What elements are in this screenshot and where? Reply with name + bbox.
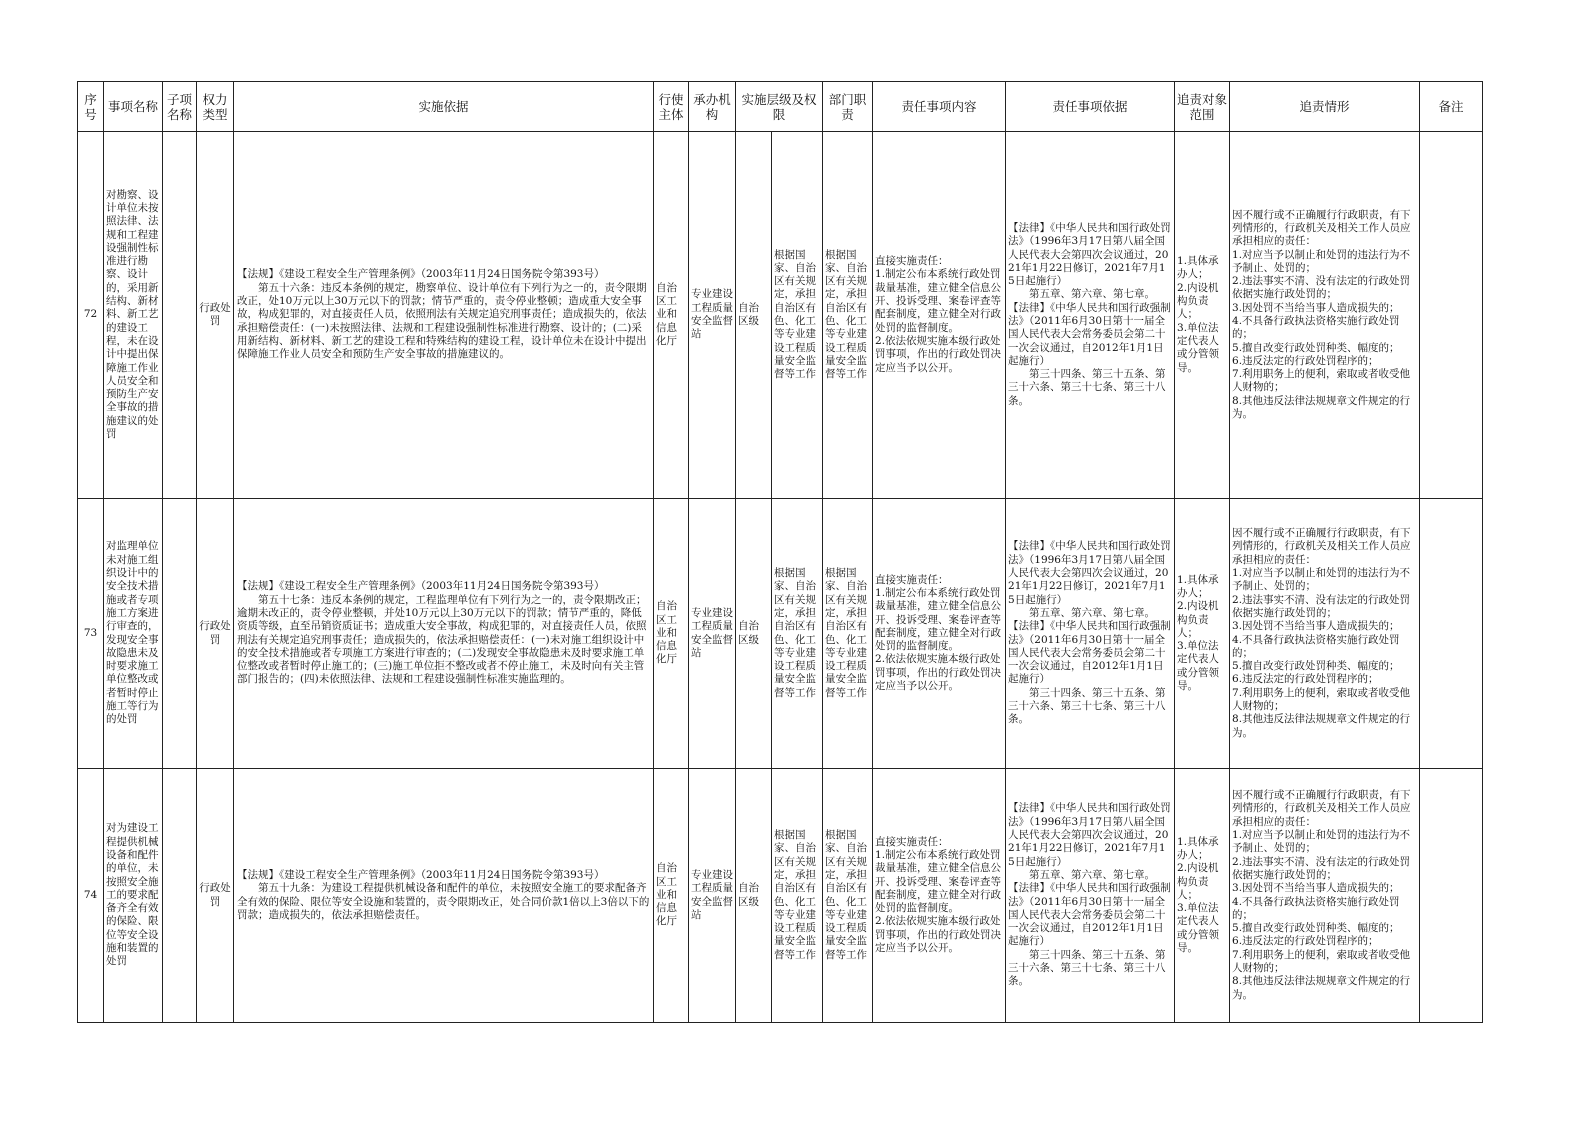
cell-basis: 【法规】《建设工程安全生产管理条例》（2003年11月24日国务院令第393号） 第五十六条：违反本条例的规定，勘察单位、设计单位有下列行为之一的，责令限期改正，处10万元以上30万元以下的罚款；情节严重的，责令停业整顿；造成重大安全事故，构成犯罪的，对直接责任人员，依照刑法有关规定追究刑事责任；造成损失的，依法承担赔偿责任：(一)未按照法律、法规和工程建设强制性标准进行勘察、设计的；(二)采用新结构、新材料、新工艺的建设工程和特殊结构的建设工程，设计单位未在设计中提出保障施工作业人员安全和预防生产安全事故的措施建议的。 (234, 132, 654, 499)
header-item-name: 事项名称 (104, 82, 163, 132)
cell-power-type: 行政处罚 (197, 769, 234, 1023)
cell-item-name: 对勘察、设计单位未按照法律、法规和工程建设强制性标准进行勘察、设计的，采用新结构、新材料、新工艺的建设工程，未在设计中提出保障施工作业人员安全和预防生产安全事故的措施建议的处罚 (104, 132, 163, 499)
cell-agency: 专业建设工程质量安全监督站 (689, 769, 736, 1023)
cell-situation: 因不履行或不正确履行行政职责，有下列情形的，行政机关及相关工作人员应承担相应的责任： 1.对应当予以制止和处罚的违法行为不予制止、处罚的； 2.违法事实不清、没有法定的行政处罚依据实施行政处罚的； 3.因处罚不当给当事人造成损失的； 4.不具备行政执法资格实施行政处罚的； 5.擅自改变行政处罚种类、幅度的； 6.违反法定的行政处罚程序的； 7.利用职务上的便利，索取或者收受他人财物的； 8.其他违反法律法规规章文件规定的行为。 (1230, 769, 1420, 1023)
cell-scope: 1.具体承办人； 2.内设机构负责人； 3.单位法定代表人或分管领导。 (1175, 499, 1230, 769)
cell-seq: 72 (78, 132, 104, 499)
header-subject: 行使主体 (654, 82, 689, 132)
cell-level: 自治区级 (736, 769, 772, 1023)
cell-resp-basis: 【法律】《中华人民共和国行政处罚法》（1996年3月17日第八届全国人民代表大会第四次会议通过，2021年1月22日修订，2021年7月15日起施行） 第五章、第六章、第七章。 【法律】《中华人民共和国行政强制法》（2011年6月30日第十一届全国人民代表大会常务委员会第二十一次会议通过，自2012年1月1日起施行） 第三十四条、第三十五条、第三十六条、第三十七条、第三十八条。 (1006, 769, 1175, 1023)
cell-seq: 73 (78, 499, 104, 769)
table-row (78, 769, 1483, 1023)
cell-sub-item (163, 499, 197, 769)
cell-agency: 专业建设工程质量安全监督站 (689, 499, 736, 769)
cell-subject: 自治区工业和信息化厅 (654, 499, 689, 769)
cell-situation: 因不履行或不正确履行行政职责，有下列情形的，行政机关及相关工作人员应承担相应的责任： 1.对应当予以制止和处罚的违法行为不予制止、处罚的； 2.违法事实不清、没有法定的行政处罚依据实施行政处罚的； 3.因处罚不当给当事人造成损失的； 4.不具备行政执法资格实施行政处罚的； 5.擅自改变行政处罚种类、幅度的； 6.违反法定的行政处罚程序的； 7.利用职务上的便利，索取或者收受他人财物的； 8.其他违反法律法规规章文件规定的行为。 (1230, 499, 1420, 769)
cell-resp-basis: 【法律】《中华人民共和国行政处罚法》（1996年3月17日第八届全国人民代表大会第四次会议通过，2021年1月22日修订，2021年7月15日起施行） 第五章、第六章、第七章。 【法律】《中华人民共和国行政强制法》（2011年6月30日第十一届全国人民代表大会常务委员会第二十一次会议通过，自2012年1月1日起施行） 第三十四条、第三十五条、第三十六条、第三十七条、第三十八条。 (1006, 499, 1175, 769)
cell-duty: 根据国家、自治区有关规定，承担自治区有色、化工等专业建设工程质量安全监督等工作 (823, 769, 873, 1023)
header-duty: 部门职责 (823, 82, 873, 132)
header-seq: 序号 (78, 82, 104, 132)
cell-seq: 74 (78, 769, 104, 1023)
header-scope: 追责对象范围 (1175, 82, 1230, 132)
header-sub-item: 子项名称 (163, 82, 197, 132)
header-situation: 追责情形 (1230, 82, 1420, 132)
header-resp-content: 责任事项内容 (873, 82, 1006, 132)
cell-resp-basis: 【法律】《中华人民共和国行政处罚法》（1996年3月17日第八届全国人民代表大会第四次会议通过，2021年1月22日修订，2021年7月15日起施行） 第五章、第六章、第七章。 【法律】《中华人民共和国行政强制法》（2011年6月30日第十一届全国人民代表大会常务委员会第二十一次会议通过，自2012年1月1日起施行） 第三十四条、第三十五条、第三十六条、第三十七条、第三十八条。 (1006, 132, 1175, 499)
cell-level: 自治区级 (736, 499, 772, 769)
header-power-type: 权力类型 (197, 82, 234, 132)
cell-remark (1420, 769, 1483, 1023)
cell-agency: 专业建设工程质量安全监督站 (689, 132, 736, 499)
cell-scope: 1.具体承办人； 2.内设机构负责人； 3.单位法定代表人或分管领导。 (1175, 769, 1230, 1023)
cell-remark (1420, 499, 1483, 769)
cell-remark (1420, 132, 1483, 499)
cell-item-name: 对为建设工程提供机械设备和配件的单位，未按照安全施工的要求配备齐全有效的保险、限位等安全设施和装置的处罚 (104, 769, 163, 1023)
cell-resp-content: 直接实施责任： 1.制定公布本系统行政处罚裁量基准，建立健全信息公开、投诉受理、案卷评查等配套制度，建立健全对行政处罚的监督制度。 2.依法依规实施本级行政处罚事项，作出的行政处罚决定应当予以公开。 (873, 769, 1006, 1023)
header-resp-basis: 责任事项依据 (1006, 82, 1175, 132)
authority-table (77, 81, 1483, 1023)
cell-resp-content: 直接实施责任： 1.制定公布本系统行政处罚裁量基准，建立健全信息公开、投诉受理、案卷评查等配套制度，建立健全对行政处罚的监督制度。 2.依法依规实施本级行政处罚事项，作出的行政处罚决定应当予以公开。 (873, 132, 1006, 499)
header-basis: 实施依据 (234, 82, 654, 132)
cell-item-name: 对监理单位未对施工组织设计中的安全技术措施或者专项施工方案进行审查的，发现安全事故隐患未及时要求施工单位整改或者暂时停止施工等行为的处罚 (104, 499, 163, 769)
table-row (78, 499, 1483, 769)
cell-power-type: 行政处罚 (197, 132, 234, 499)
cell-basis: 【法规】《建设工程安全生产管理条例》（2003年11月24日国务院令第393号） 第五十九条：为建设工程提供机械设备和配件的单位，未按照安全施工的要求配备齐全有效的保险、限位等安全设施和装置的，责令限期改正，处合同价款1倍以上3倍以下的罚款；造成损失的，依法承担赔偿责任。 (234, 769, 654, 1023)
table-header-row (78, 82, 1483, 132)
header-remark: 备注 (1420, 82, 1483, 132)
cell-authority: 根据国家、自治区有关规定，承担自治区有色、化工等专业建设工程质量安全监督等工作 (772, 499, 823, 769)
cell-subject: 自治区工业和信息化厅 (654, 132, 689, 499)
cell-basis: 【法规】《建设工程安全生产管理条例》（2003年11月24日国务院令第393号） 第五十七条：违反本条例的规定，工程监理单位有下列行为之一的，责令限期改正；逾期未改正的，责令停业整顿，并处10万元以上30万元以下的罚款；情节严重的，降低资质等级，直至吊销资质证书；造成重大安全事故，构成犯罪的，对直接责任人员，依照刑法有关规定追究刑事责任；造成损失的，依法承担赔偿责任：(一)未对施工组织设计中的安全技术措施或者专项施工方案进行审查的；(二)发现安全事故隐患未及时要求施工单位整改或者暂时停止施工的；(三)施工单位拒不整改或者不停止施工，未及时向有关主管部门报告的；(四)未依照法律、法规和工程建设强制性标准实施监理的。 (234, 499, 654, 769)
header-level: 实施层级及权限 (736, 82, 823, 132)
cell-resp-content: 直接实施责任： 1.制定公布本系统行政处罚裁量基准，建立健全信息公开、投诉受理、案卷评查等配套制度，建立健全对行政处罚的监督制度。 2.依法依规实施本级行政处罚事项，作出的行政处罚决定应当予以公开。 (873, 499, 1006, 769)
cell-duty: 根据国家、自治区有关规定，承担自治区有色、化工等专业建设工程质量安全监督等工作 (823, 132, 873, 499)
cell-scope: 1.具体承办人； 2.内设机构负责人； 3.单位法定代表人或分管领导。 (1175, 132, 1230, 499)
cell-subject: 自治区工业和信息化厅 (654, 769, 689, 1023)
table-row (78, 132, 1483, 499)
cell-situation: 因不履行或不正确履行行政职责，有下列情形的，行政机关及相关工作人员应承担相应的责任： 1.对应当予以制止和处罚的违法行为不予制止、处罚的； 2.违法事实不清、没有法定的行政处罚依据实施行政处罚的； 3.因处罚不当给当事人造成损失的； 4.不具备行政执法资格实施行政处罚的； 5.擅自改变行政处罚种类、幅度的； 6.违反法定的行政处罚程序的； 7.利用职务上的便利，索取或者收受他人财物的； 8.其他违反法律法规规章文件规定的行为。 (1230, 132, 1420, 499)
cell-authority: 根据国家、自治区有关规定，承担自治区有色、化工等专业建设工程质量安全监督等工作 (772, 769, 823, 1023)
cell-authority: 根据国家、自治区有关规定，承担自治区有色、化工等专业建设工程质量安全监督等工作 (772, 132, 823, 499)
cell-level: 自治区级 (736, 132, 772, 499)
header-agency: 承办机构 (689, 82, 736, 132)
cell-sub-item (163, 132, 197, 499)
cell-sub-item (163, 769, 197, 1023)
cell-power-type: 行政处罚 (197, 499, 234, 769)
cell-duty: 根据国家、自治区有关规定，承担自治区有色、化工等专业建设工程质量安全监督等工作 (823, 499, 873, 769)
